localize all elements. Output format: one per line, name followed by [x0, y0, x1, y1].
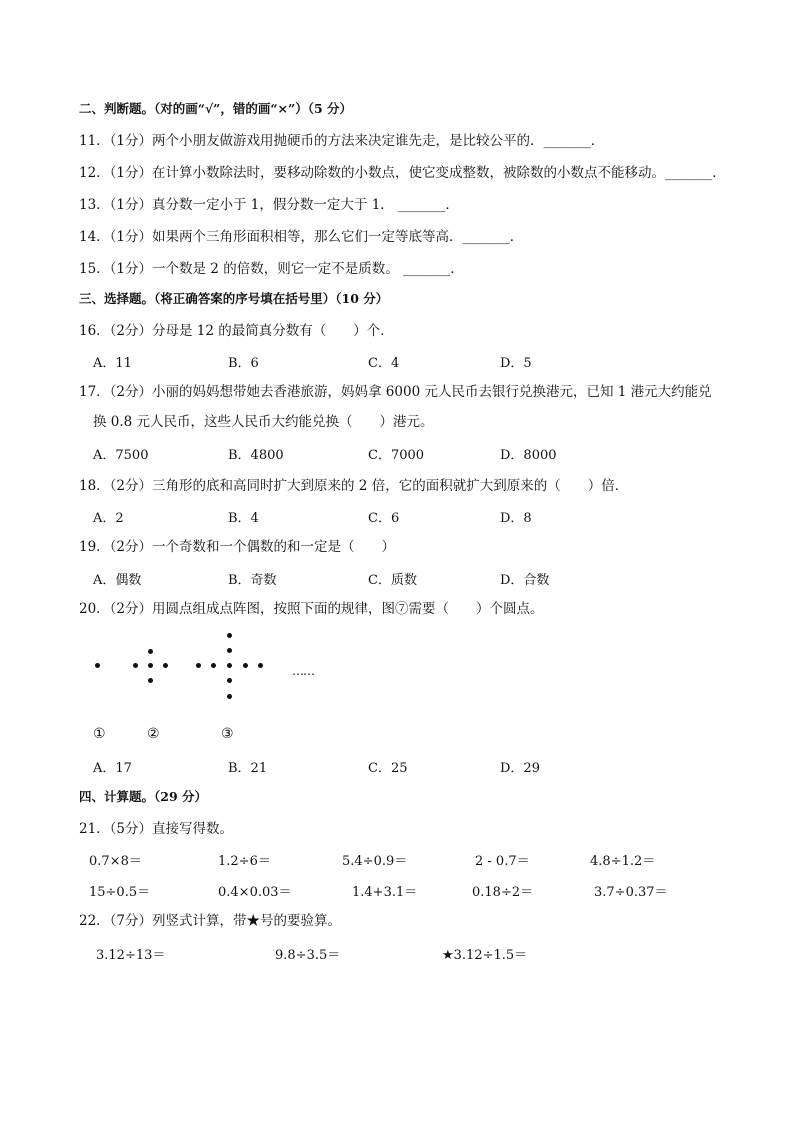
figure-3-label: ③ — [221, 726, 234, 742]
q16-option-a: A．11 — [93, 356, 132, 371]
q17-option-c: C．7000 — [368, 448, 425, 463]
q17-option-b: B．4800 — [228, 448, 284, 463]
calc-item: 1.4+3.1＝ — [352, 885, 418, 900]
figure-2-dot — [148, 649, 153, 654]
question-12: 12．（1分）在计算小数除法时，要移动除数的小数点，使它变成整数，被除数的小数点不能移动。_______． — [79, 165, 726, 181]
q19-option-d: D．合数 — [500, 573, 550, 588]
question-19: 19．（2分）一个奇数和一个偶数的和一定是（ ） — [79, 539, 396, 555]
figure-3-dot — [227, 648, 232, 653]
q18-option-c: C．6 — [368, 511, 400, 526]
calc-item: 5.4÷0.9＝ — [342, 854, 408, 869]
question-21: 21．（5分）直接写得数。 — [79, 821, 234, 837]
question-14: 14．（1分）如果两个三角形面积相等，那么它们一定等底等高．_______． — [79, 229, 524, 245]
question-17-line-2: 换 0.8 元人民币，这些人民币大约能兑换（ ）港元。 — [93, 414, 434, 430]
question-18: 18．（2分）三角形的底和高同时扩大到原来的 2 倍，它的面积就扩大到原来的（ ）倍． — [79, 478, 629, 494]
section-title-calc: 四、计算题。（29 分） — [79, 789, 207, 804]
section-title-choice: 三、选择题。（将正确答案的序号填在括号里）（10 分） — [79, 291, 389, 306]
figure-2-dot — [148, 663, 153, 668]
figure-3-dot — [227, 678, 232, 683]
q16-option-c: C．4 — [368, 356, 400, 371]
calc-item: 0.18÷2＝ — [472, 885, 534, 900]
calc-item: 9.8÷3.5＝ — [275, 948, 341, 963]
figure-3-dot — [196, 663, 201, 668]
figure-3-dot — [211, 663, 216, 668]
figure-3-dot — [243, 663, 248, 668]
figure-1-dot — [95, 663, 100, 668]
q19-option-b: B．奇数 — [228, 573, 277, 588]
question-15: 15．（1分）一个数是 2 的倍数，则它一定不是质数。 _______． — [79, 261, 464, 277]
q19-option-a: A．偶数 — [93, 573, 142, 588]
calc-item: 15÷0.5＝ — [89, 885, 151, 900]
figure-3-dot — [258, 663, 263, 668]
q20-option-a: A．17 — [93, 761, 132, 776]
figure-3-dot — [227, 694, 232, 699]
calc-item: 1.2÷6＝ — [218, 854, 271, 869]
calc-item: 0.7×8＝ — [89, 854, 142, 869]
q17-option-a: A．7500 — [93, 448, 149, 463]
figure-3-dot — [227, 633, 232, 638]
q18-option-d: D．8 — [500, 511, 532, 526]
section-title-judge: 二、判断题。（对的画“√”，错的画“×”）（5 分） — [79, 101, 352, 116]
question-13: 13．（1分）真分数一定小于 1，假分数一定大于 1． _______． — [79, 197, 459, 213]
q19-option-c: C．质数 — [368, 573, 417, 588]
question-16: 16．（2分）分母是 12 的最简真分数有（ ）个． — [79, 323, 394, 339]
figure-2-dot — [148, 678, 153, 683]
figure-3-dot — [227, 663, 232, 668]
calc-item: 4.8÷1.2＝ — [590, 854, 656, 869]
q18-option-b: B．4 — [228, 511, 259, 526]
figure-ellipsis: …… — [292, 664, 314, 678]
question-11: 11．（1分）两个小朋友做游戏用抛硬币的方法来决定谁先走，是比较公平的．_______． — [79, 133, 605, 149]
q18-option-a: A．2 — [93, 511, 124, 526]
figure-2-dot — [163, 663, 168, 668]
q16-option-d: D．5 — [500, 356, 532, 371]
figure-2-label: ② — [147, 726, 160, 742]
figure-1-label: ① — [93, 726, 106, 742]
question-22: 22．（7分）列竖式计算，带★号的要验算。 — [79, 913, 342, 929]
calc-item: 3.12÷13＝ — [96, 948, 166, 963]
q16-option-b: B．6 — [228, 356, 259, 371]
q20-option-c: C．25 — [368, 761, 408, 776]
q20-option-b: B．21 — [228, 761, 268, 776]
question-17-line-1: 17．（2分）小丽的妈妈想带她去香港旅游，妈妈拿 6000 元人民币去银行兑换港元，已知 1 港元大约能兑 — [79, 384, 712, 400]
question-20: 20．（2分）用圆点组成点阵图，按照下面的规律，图⑦需要（ ）个圆点。 — [79, 601, 544, 617]
figure-2-dot — [133, 663, 138, 668]
q20-option-d: D．29 — [500, 761, 540, 776]
calc-item: 0.4×0.03＝ — [218, 885, 292, 900]
q17-option-d: D．8000 — [500, 448, 557, 463]
calc-item: 3.7÷0.37＝ — [594, 885, 668, 900]
calc-item: ★3.12÷1.5＝ — [442, 948, 528, 963]
calc-item: 2 - 0.7＝ — [475, 854, 530, 869]
